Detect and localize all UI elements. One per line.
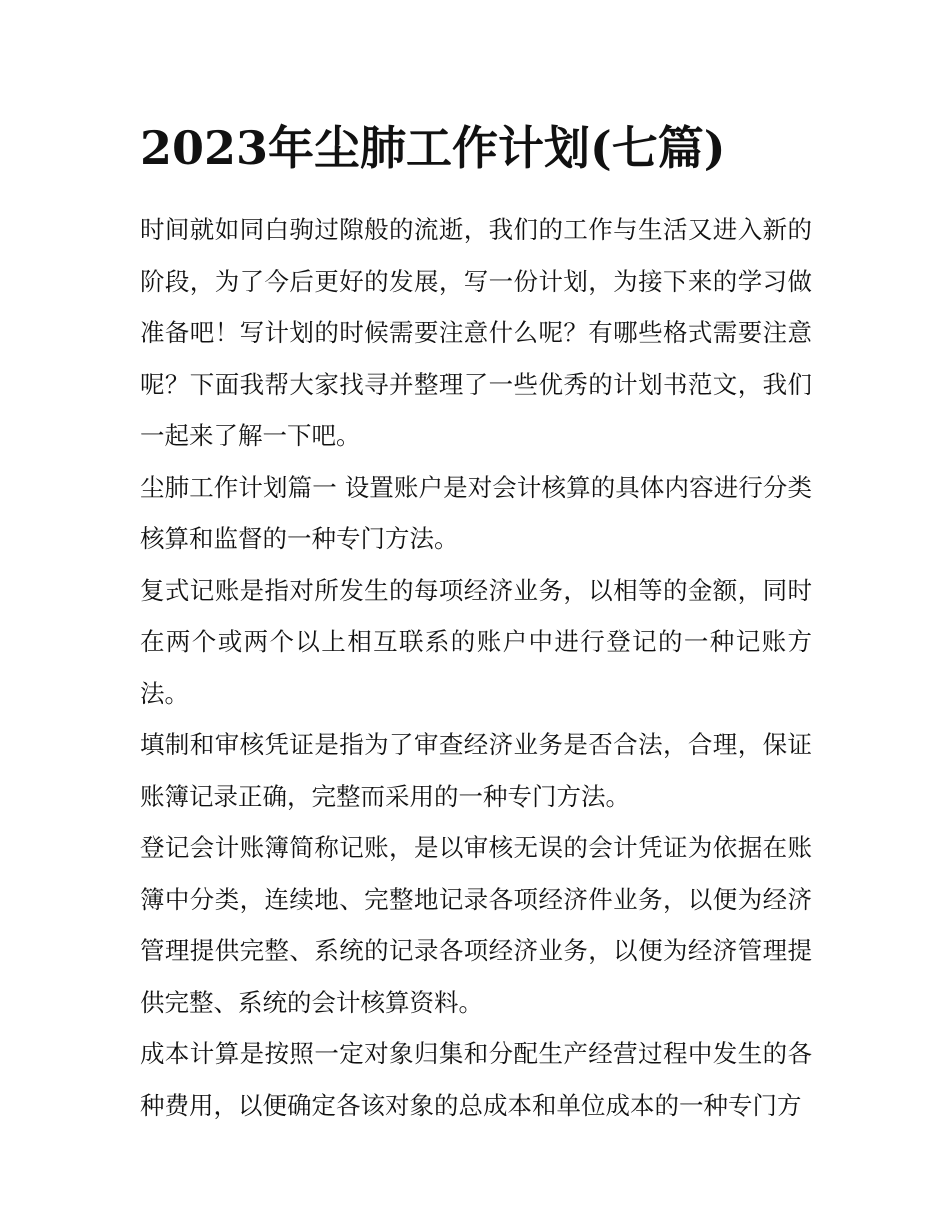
document-title: 2023年尘肺工作计划(七篇): [140, 121, 726, 175]
paragraph-vouchers: 填制和审核凭证是指为了审查经济业务是否合法，合理，保证账簿记录正确，完整而采用的一种专门方法。: [140, 730, 812, 811]
paragraph-intro: 时间就如同白驹过隙般的流逝，我们的工作与生活又进入新的阶段，为了今后更好的发展，写一份计划，为接下来的学习做准备吧！写计划的时候需要注意什么呢？有哪些格式需要注意呢？下面我帮大家找寻并整理了一些优秀的计划书范文，我们一起来了解一下吧。: [140, 215, 812, 450]
document-body: [140, 112, 812, 1131]
paragraph-cost-calculation: 成本计算是按照一定对象归集和分配生产经营过程中发生的各种费用，以便确定各该对象的总成本和单位成本的一种专门方: [140, 1039, 812, 1120]
paragraph-ledger: 登记会计账簿简称记账，是以审核无误的会计凭证为依据在账簿中分类，连续地、完整地记录各项经济件业务，以便为经济管理提供完整、系统的记录各项经济业务，以便为经济管理提供完整、系统的会计核算资料。: [140, 833, 812, 1017]
paragraph-double-entry: 复式记账是指对所发生的每项经济业务，以相等的金额，同时在两个或两个以上相互联系的账户中进行登记的一种记账方法。: [140, 575, 812, 708]
paragraph-section-one: 尘肺工作计划篇一 设置账户是对会计核算的具体内容进行分类核算和监督的一种专门方法。: [140, 472, 812, 553]
